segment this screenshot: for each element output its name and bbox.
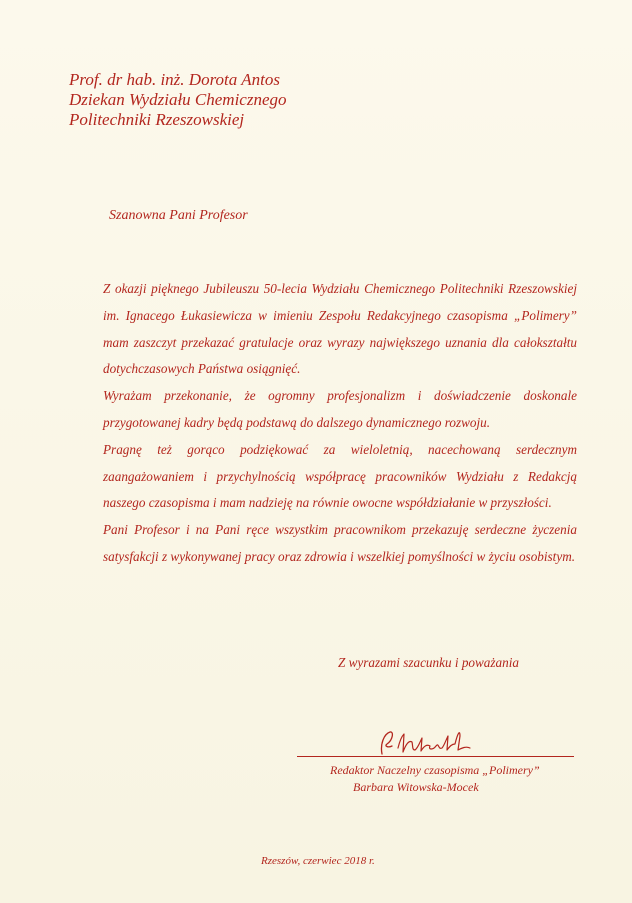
body-paragraph: Pani Profesor i na Pani ręce wszystkim pracownikom przekazuję serdeczne życzenia satysfakcji z wykonywanej pracy oraz zdrowia i wszelkiej pomyślności w życiu osobistym. (103, 522, 577, 564)
body-paragraph: Pragnę też gorąco podziękować za wieloletnią, nacechowaną serdecznym zaangażowaniem i przychylnością współpracę pracowników Wydziału z Redakcją naszego czasopisma i mam nadzieję na równie owocne współdziałanie w przyszłości. (103, 441, 577, 511)
signer-block (330, 762, 540, 796)
signer-name: Barbara Witowska-Mocek (353, 780, 479, 794)
salutation: Szanowna Pani Profesor (109, 208, 248, 223)
addressee-position: Dziekan Wydziału Chemicznego (69, 90, 287, 109)
place-and-date: Rzeszów, czerwiec 2018 r. (261, 855, 375, 867)
closing-phrase: Z wyrazami szacunku i poważania (338, 655, 519, 670)
signer-title: Redaktor Naczelny czasopisma „Polimery” (330, 763, 540, 777)
body-paragraph: Wyrażam przekonanie, że ogromny profesjonalizm i doświadczenie doskonale przygotowanej kadry będą podstawą do dalszego dynamicznego rozwoju. (103, 388, 577, 430)
letter-body (103, 276, 577, 571)
addressee-name: Prof. dr hab. inż. Dorota Antos (69, 70, 280, 89)
addressee-institution: Politechniki Rzeszowskiej (69, 110, 245, 129)
signature-line (297, 756, 574, 757)
addressee-block (69, 70, 287, 130)
body-paragraph: Z okazji pięknego Jubileuszu 50-lecia Wydziału Chemicznego Politechniki Rzeszowskiej im. Ignacego Łukasiewicza w imieniu Zespołu Redakcyjnego czasopisma „Polimery” mam zaszczyt przekazać gratulacje oraz wyrazy największego uznania dla całokształtu dotychczasowych Państwa osiągnięć. (103, 281, 577, 377)
